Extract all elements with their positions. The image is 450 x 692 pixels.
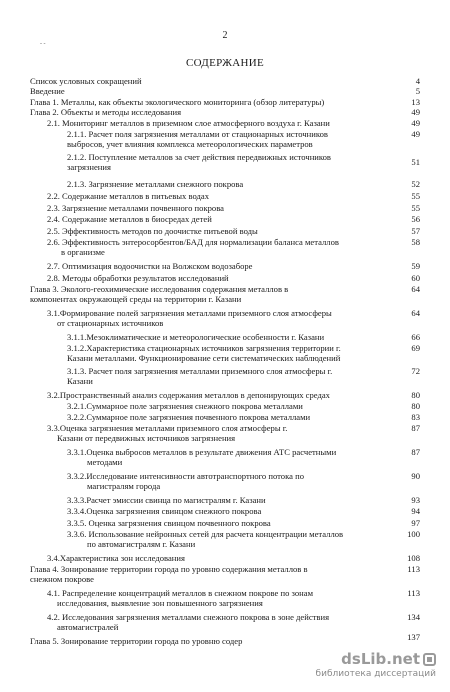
toc-page: 113 bbox=[407, 564, 420, 574]
toc-page: 64 bbox=[411, 308, 420, 318]
toc-page: 64 bbox=[411, 284, 420, 294]
toc-entry: Глава 5. Зонирование территории города по уровню содер bbox=[30, 636, 243, 646]
toc-entry: Глава 2. Объекты и методы исследования bbox=[30, 107, 182, 117]
toc-page: 83 bbox=[411, 412, 420, 422]
toc-entry: 3.3.1.Оценка выбросов металлов в результате движения АТС расчетными методами bbox=[67, 447, 337, 467]
corner-mark: - - bbox=[40, 41, 46, 47]
toc-page: 55 bbox=[411, 191, 420, 201]
toc-page: 49 bbox=[411, 129, 420, 139]
toc-entry: 2.1.2. Поступление металлов за счет действия передвижных источников загрязнения bbox=[67, 152, 331, 172]
toc-entry: 3.1.3. Расчет поля загрязнения металлами приземного слоя атмосферы г. Казани bbox=[67, 366, 333, 386]
toc-entry: 3.3.4.Оценка загрязнения свинцом снежного покрова bbox=[67, 506, 262, 516]
toc-page: 113 bbox=[407, 588, 420, 598]
toc-entry: Глава 4. Зонирование территории города по уровню содержания металлов в снежном покрове bbox=[30, 564, 308, 584]
page-title: СОДЕРЖАНИЕ bbox=[185, 57, 265, 69]
page-number: 2 bbox=[222, 30, 228, 41]
watermark-logo[interactable] bbox=[316, 650, 436, 679]
toc-entry: 2.7. Оптимизация водоочистки на Волжском водозаборе bbox=[47, 261, 253, 271]
site-name: dsLib.net bbox=[341, 650, 420, 668]
toc-page: 57 bbox=[411, 226, 420, 236]
toc-entry: 2.5. Эффективность методов по доочистке питьевой воды bbox=[47, 226, 258, 236]
toc-page: 51 bbox=[411, 157, 420, 167]
toc-page: 90 bbox=[411, 471, 420, 481]
toc-entry: 4.1. Распределение концентраций металлов в снежном покрове по зонам исследования, выявление зон повышенного загрязнения bbox=[47, 588, 314, 608]
toc-entry: 3.3.6. Использование нейронных сетей для расчета концентрации металлов по автомагистралям г. Казани bbox=[67, 529, 344, 549]
toc-entry: 3.2.Пространственный анализ содержания металлов в депонирующих средах bbox=[47, 390, 330, 400]
toc-entry: 3.3.Оценка загрязнения металлами приземного слоя атмосферы г. Казани от передвижных источников загрязнения bbox=[47, 423, 288, 443]
toc-page: 80 bbox=[411, 401, 420, 411]
toc-page: 80 bbox=[411, 390, 420, 400]
toc-page: 4 bbox=[415, 76, 420, 86]
toc-page: 60 bbox=[411, 273, 420, 283]
toc-entry: 3.1.2.Характеристика стационарных источников загрязнения территории г. Казани металлами. Функционирование сети систематических наблюдений bbox=[67, 343, 341, 363]
toc-entry: 3.2.2.Суммарное поле загрязнения почвенного покрова металлами bbox=[67, 412, 311, 422]
toc-page: 137 bbox=[407, 632, 420, 642]
toc-page: 87 bbox=[411, 423, 420, 433]
toc-page: 52 bbox=[411, 179, 420, 189]
toc-page: 94 bbox=[411, 506, 420, 516]
toc-page: 134 bbox=[407, 612, 420, 622]
toc-page: 59 bbox=[411, 261, 420, 271]
toc-page: 72 bbox=[411, 366, 420, 376]
toc-entry: Введение bbox=[30, 86, 65, 96]
toc-entry: 3.2.1.Суммарное поле загрязнения снежного покрова металлами bbox=[67, 401, 303, 411]
toc-entry: 2.1. Мониторинг металлов в приземном слое атмосферного воздуха г. Казани bbox=[47, 118, 330, 128]
toc-page: 93 bbox=[411, 495, 420, 505]
site-caption: библиотека диссертаций bbox=[315, 669, 436, 679]
toc-entry: 2.6. Эффективность энтеросорбентов/БАД для нормализации баланса металлов в организме bbox=[47, 237, 339, 257]
toc-page: 13 bbox=[411, 97, 420, 107]
toc-page: 49 bbox=[411, 118, 420, 128]
toc-entry: 3.1.1.Мезоклиматические и метеорологические особенности г. Казани bbox=[67, 332, 325, 342]
toc-page: 97 bbox=[411, 518, 420, 528]
toc-entry: 3.4.Характеристика зон исследования bbox=[47, 553, 185, 563]
toc-page: 49 bbox=[411, 107, 420, 117]
toc-page: 5 bbox=[415, 86, 420, 96]
toc-page: 66 bbox=[411, 332, 420, 342]
toc-entry: 2.4. Содержание металлов в биосредах детей bbox=[47, 214, 212, 224]
toc-entry: 4.2. Исследования загрязнения металлами снежного покрова в зоне действия автомагистралей bbox=[47, 612, 330, 632]
toc-page: 87 bbox=[411, 447, 420, 457]
toc-page: 108 bbox=[407, 553, 420, 563]
toc-entry: 2.8. Методы обработки результатов исследований bbox=[47, 273, 229, 283]
toc-page: 55 bbox=[411, 203, 420, 213]
toc-entry: 2.1.3. Загрязнение металлами снежного покрова bbox=[67, 179, 244, 189]
toc-entry: 3.1.Формирование полей загрязнения металлами приземного слоя атмосферы от стационарных источников bbox=[47, 308, 332, 328]
toc-entry: 3.3.3.Расчет эмиссии свинца по магистралям г. Казани bbox=[67, 495, 266, 505]
toc-entry: 2.2. Содержание металлов в питьевых водах bbox=[47, 191, 210, 201]
toc-entry: Глава 3. Эколого-геохимические исследования содержания металлов в компонентах окружающей среды на территории г. Казани bbox=[30, 284, 289, 304]
toc-entry: 3.3.5. Оценка загрязнения свинцом почвенного покрова bbox=[67, 518, 271, 528]
toc-entry: Глава 1. Металлы, как объекты экологического мониторинга (обзор литературы) bbox=[30, 97, 325, 107]
toc-entry: 2.3. Загрязнение металлами почвенного покрова bbox=[47, 203, 224, 213]
toc-page: 69 bbox=[411, 343, 420, 353]
toc-page: 56 bbox=[411, 214, 420, 224]
toc-entry: 3.3.2.Исследование интенсивности автотранспортного потока по магистралям города bbox=[67, 471, 304, 491]
toc-page: 58 bbox=[411, 237, 420, 247]
toc-page: 100 bbox=[407, 529, 420, 539]
toc-entry: Список условных сокращений bbox=[30, 76, 142, 86]
library-icon bbox=[423, 653, 436, 666]
toc-entry: 2.1.1. Расчет поля загрязнения металлами от стационарных источников выбросов, учет влияния комплекса метеорологических параметров bbox=[67, 129, 328, 149]
